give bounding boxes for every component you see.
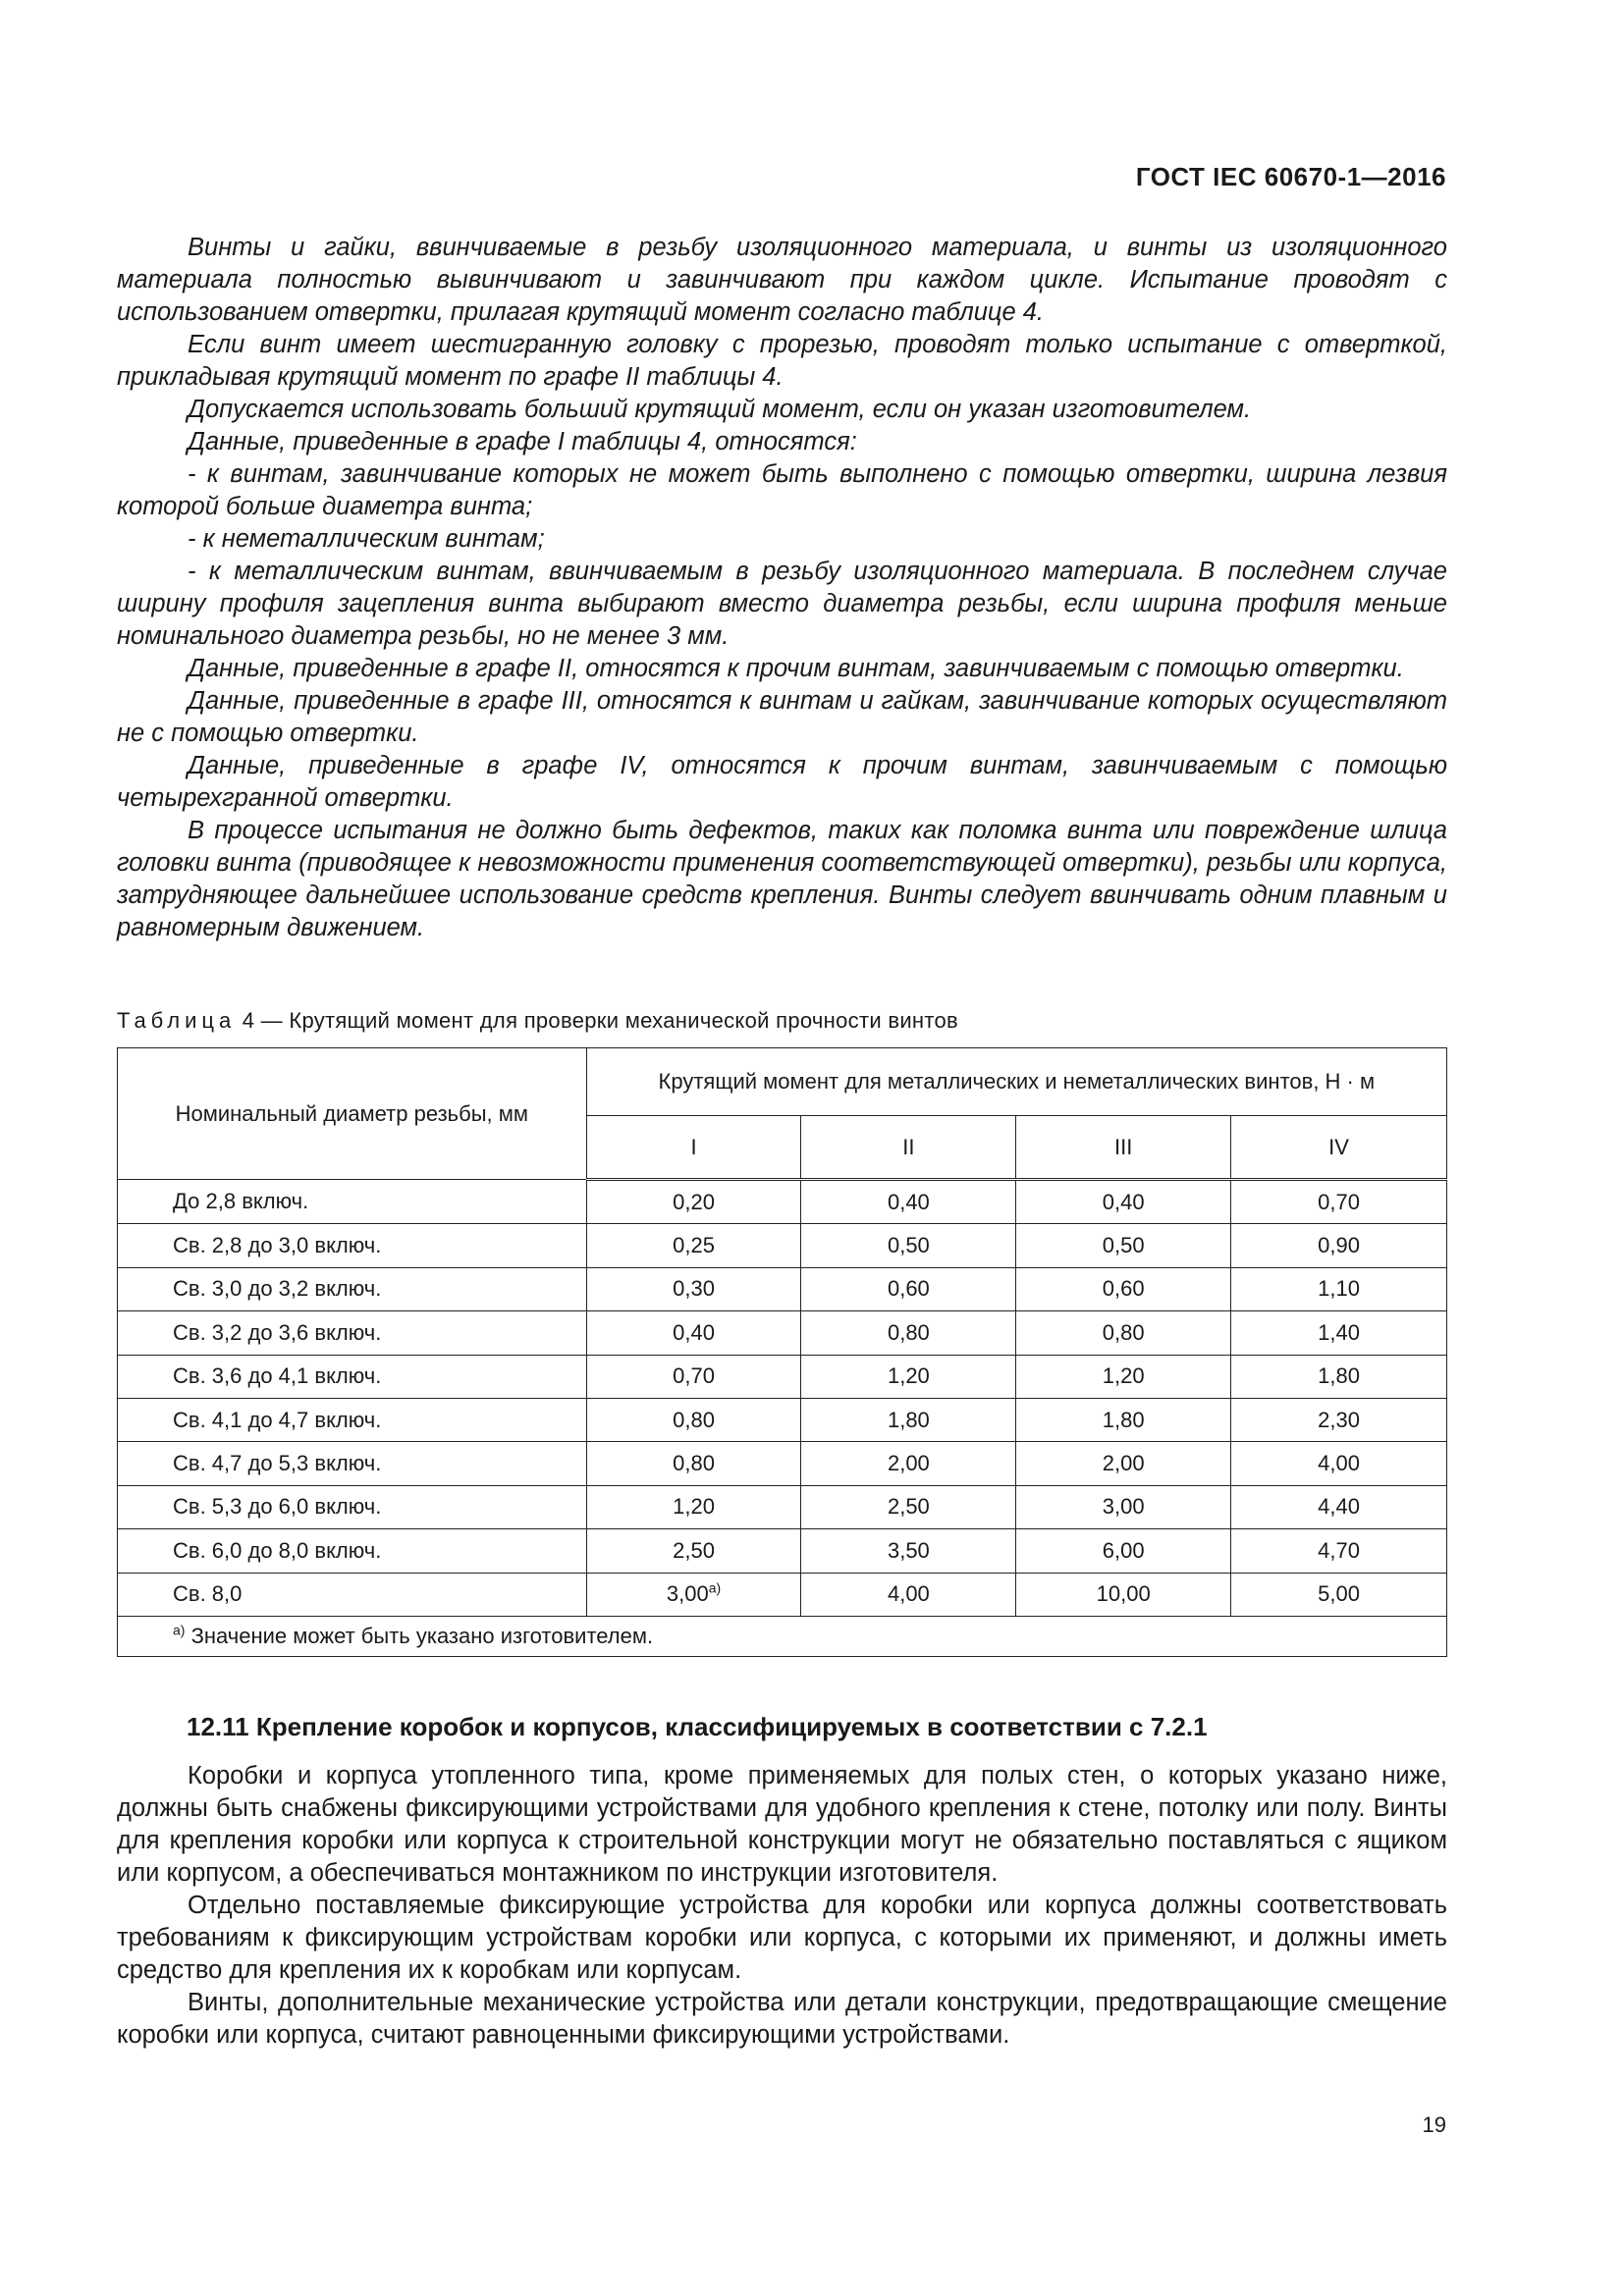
footnote-ref: а) (708, 1579, 722, 1596)
cell-diameter: Св. 4,7 до 5,3 включ. (118, 1442, 587, 1485)
cell-iii: 0,40 (1016, 1180, 1231, 1224)
cell-i: 0,40 (586, 1311, 801, 1355)
table-caption-text: 4 — Крутящий момент для проверки механической прочности винтов (242, 1008, 959, 1033)
table-caption (117, 1008, 958, 1034)
cell-iii: 1,80 (1016, 1398, 1231, 1441)
cell-ii: 4,00 (801, 1573, 1016, 1616)
cell-i: 2,50 (586, 1529, 801, 1573)
cell-iv: 2,30 (1231, 1398, 1447, 1441)
cell-i-value: 3,00 (666, 1581, 709, 1607)
paragraph: Данные, приведенные в графе II, относятся к прочим винтам, завинчиваемым с помощью отвертки. (188, 655, 1404, 682)
table-caption-label: Таблица (117, 1008, 237, 1033)
table-row (118, 1267, 1447, 1310)
cell-iv: 1,40 (1231, 1311, 1447, 1355)
footnote-mark: а) (173, 1622, 186, 1638)
list-item: - к неметаллическим винтам; (188, 525, 545, 553)
cell-diameter: Св. 3,2 до 3,6 включ. (118, 1311, 587, 1355)
cell-i: 1,20 (586, 1485, 801, 1528)
cell-diameter: Св. 4,1 до 4,7 включ. (118, 1398, 587, 1441)
header-col-i: I (586, 1116, 801, 1180)
paragraph: Если винт имеет шестигранную головку с прорезью, проводят только испытание с отверткой, прикладывая крутящий момент по графе II таблицы 4. (117, 331, 1447, 391)
cell-i: 0,25 (586, 1224, 801, 1267)
list-item: - к металлическим винтам, ввинчиваемым в резьбу изоляционного материала. В последнем случае ширину профиля зацепления винта выбирают вместо диаметра резьбы, если ширина профиля меньше номинального диаметра резьбы, но не менее 3 мм. (117, 558, 1447, 650)
cell-iii: 6,00 (1016, 1529, 1231, 1573)
table-row (118, 1180, 1447, 1224)
footnote-text: Значение может быть указано изготовителем. (190, 1623, 654, 1648)
table-row (118, 1442, 1447, 1485)
cell-iii: 10,00 (1016, 1573, 1231, 1616)
cell-i: 0,80 (586, 1398, 801, 1441)
cell-iv: 4,70 (1231, 1529, 1447, 1573)
paragraph: Данные, приведенные в графе I таблицы 4, относятся: (188, 428, 857, 455)
paragraph: Допускается использовать больший крутящий момент, если он указан изготовителем. (188, 396, 1252, 423)
table-row (118, 1529, 1447, 1573)
section-heading: 12.11 Крепление коробок и корпусов, классифицируемых в соответствии с 7.2.1 (187, 1712, 1208, 1741)
cell-ii: 3,50 (801, 1529, 1016, 1573)
paragraph: Данные, приведенные в графе IV, относятся к прочим винтам, завинчиваемым с помощью четырехгранной отвертки. (117, 752, 1447, 812)
table-footnote (118, 1616, 1447, 1656)
cell-iv: 1,80 (1231, 1355, 1447, 1398)
table-row (118, 1355, 1447, 1398)
header-torque: Крутящий момент для металлических и неметаллических винтов, Н · м (586, 1048, 1446, 1116)
cell-diameter: Св. 5,3 до 6,0 включ. (118, 1485, 587, 1528)
header-col-iii: III (1016, 1116, 1231, 1180)
paragraph: Отдельно поставляемые фиксирующие устройства для коробки или корпуса должны соответствовать требованиям к фиксирующим устройствам коробки или корпуса, с которыми их применяют, и должны иметь средство для крепления их к коробкам или корпусам. (117, 1892, 1447, 1984)
cell-iii: 0,50 (1016, 1224, 1231, 1267)
cell-iii: 0,80 (1016, 1311, 1231, 1355)
table-row (118, 1224, 1447, 1267)
cell-ii: 0,50 (801, 1224, 1016, 1267)
page-number: 19 (1422, 2112, 1446, 2137)
cell-diameter: Св. 2,8 до 3,0 включ. (118, 1224, 587, 1267)
header-col-ii: II (801, 1116, 1016, 1180)
cell-diameter: Св. 6,0 до 8,0 включ. (118, 1529, 587, 1573)
cell-i: 0,30 (586, 1267, 801, 1310)
document-code: ГОСТ IEC 60670-1—2016 (1135, 162, 1446, 191)
cell-ii: 0,80 (801, 1311, 1016, 1355)
cell-ii: 0,60 (801, 1267, 1016, 1310)
cell-ii: 1,80 (801, 1398, 1016, 1441)
cell-i: 0,80 (586, 1442, 801, 1485)
cell-iv: 1,10 (1231, 1267, 1447, 1310)
cell-i: 0,20 (586, 1180, 801, 1224)
cell-iv: 0,70 (1231, 1180, 1447, 1224)
header-col-iv: IV (1231, 1116, 1447, 1180)
cell-ii: 2,00 (801, 1442, 1016, 1485)
cell-ii: 2,50 (801, 1485, 1016, 1528)
section-text-block (117, 1760, 1447, 2052)
cell-diameter: До 2,8 включ. (118, 1180, 587, 1224)
table-row (118, 1311, 1447, 1355)
cell-iv: 4,00 (1231, 1442, 1447, 1485)
cell-iii: 3,00 (1016, 1485, 1231, 1528)
table-footnote-row (118, 1616, 1447, 1656)
cell-iii: 1,20 (1016, 1355, 1231, 1398)
cell-i (586, 1573, 801, 1616)
cell-iii: 0,60 (1016, 1267, 1231, 1310)
table-row (118, 1398, 1447, 1441)
header-diameter: Номинальный диаметр резьбы, мм (118, 1048, 587, 1180)
list-item: - к винтам, завинчивание которых не может быть выполнено с помощью отвертки, ширина лезвия которой больше диаметра винта; (117, 460, 1447, 520)
paragraph: Винты, дополнительные механические устройства или детали конструкции, предотвращающие смещение коробки или корпуса, считают равноценными фиксирующими устройствами. (117, 1989, 1447, 2049)
cell-iii: 2,00 (1016, 1442, 1231, 1485)
italic-text-block (117, 232, 1447, 944)
cell-ii: 0,40 (801, 1180, 1016, 1224)
table-row (118, 1485, 1447, 1528)
table-row (118, 1573, 1447, 1616)
cell-i: 0,70 (586, 1355, 801, 1398)
paragraph: Коробки и корпуса утопленного типа, кроме применяемых для полых стен, о которых указано ниже, должны быть снабжены фиксирующими устройствами для удобного крепления к стене, потолку или полу. Винты для крепления коробки или корпуса к строительной конструкции могут не обязательно поставляться с ящиком или корпусом, а обеспечиваться монтажником по инструкции изготовителя. (117, 1762, 1447, 1887)
paragraph: В процессе испытания не должно быть дефектов, таких как поломка винта или повреждение шлица головки винта (приводящее к невозможности применения соответствующей отвертки), резьбы или корпуса, затрудняющее дальнейшее использование средств крепления. Винты следует ввинчивать одним плавным и равномерным движением. (117, 817, 1447, 941)
torque-table (117, 1047, 1447, 1657)
cell-diameter: Св. 8,0 (118, 1573, 587, 1616)
cell-iv: 5,00 (1231, 1573, 1447, 1616)
cell-iv: 0,90 (1231, 1224, 1447, 1267)
paragraph: Винты и гайки, ввинчиваемые в резьбу изоляционного материала, и винты из изоляционного материала полностью вывинчивают и завинчивают при каждом цикле. Испытание проводят с использованием отвертки, прилагая крутящий момент согласно таблице 4. (117, 234, 1447, 326)
cell-diameter: Св. 3,6 до 4,1 включ. (118, 1355, 587, 1398)
cell-iv: 4,40 (1231, 1485, 1447, 1528)
cell-diameter: Св. 3,0 до 3,2 включ. (118, 1267, 587, 1310)
cell-ii: 1,20 (801, 1355, 1016, 1398)
paragraph: Данные, приведенные в графе III, относятся к винтам и гайкам, завинчивание которых осуществляют не с помощью отвертки. (117, 687, 1447, 747)
